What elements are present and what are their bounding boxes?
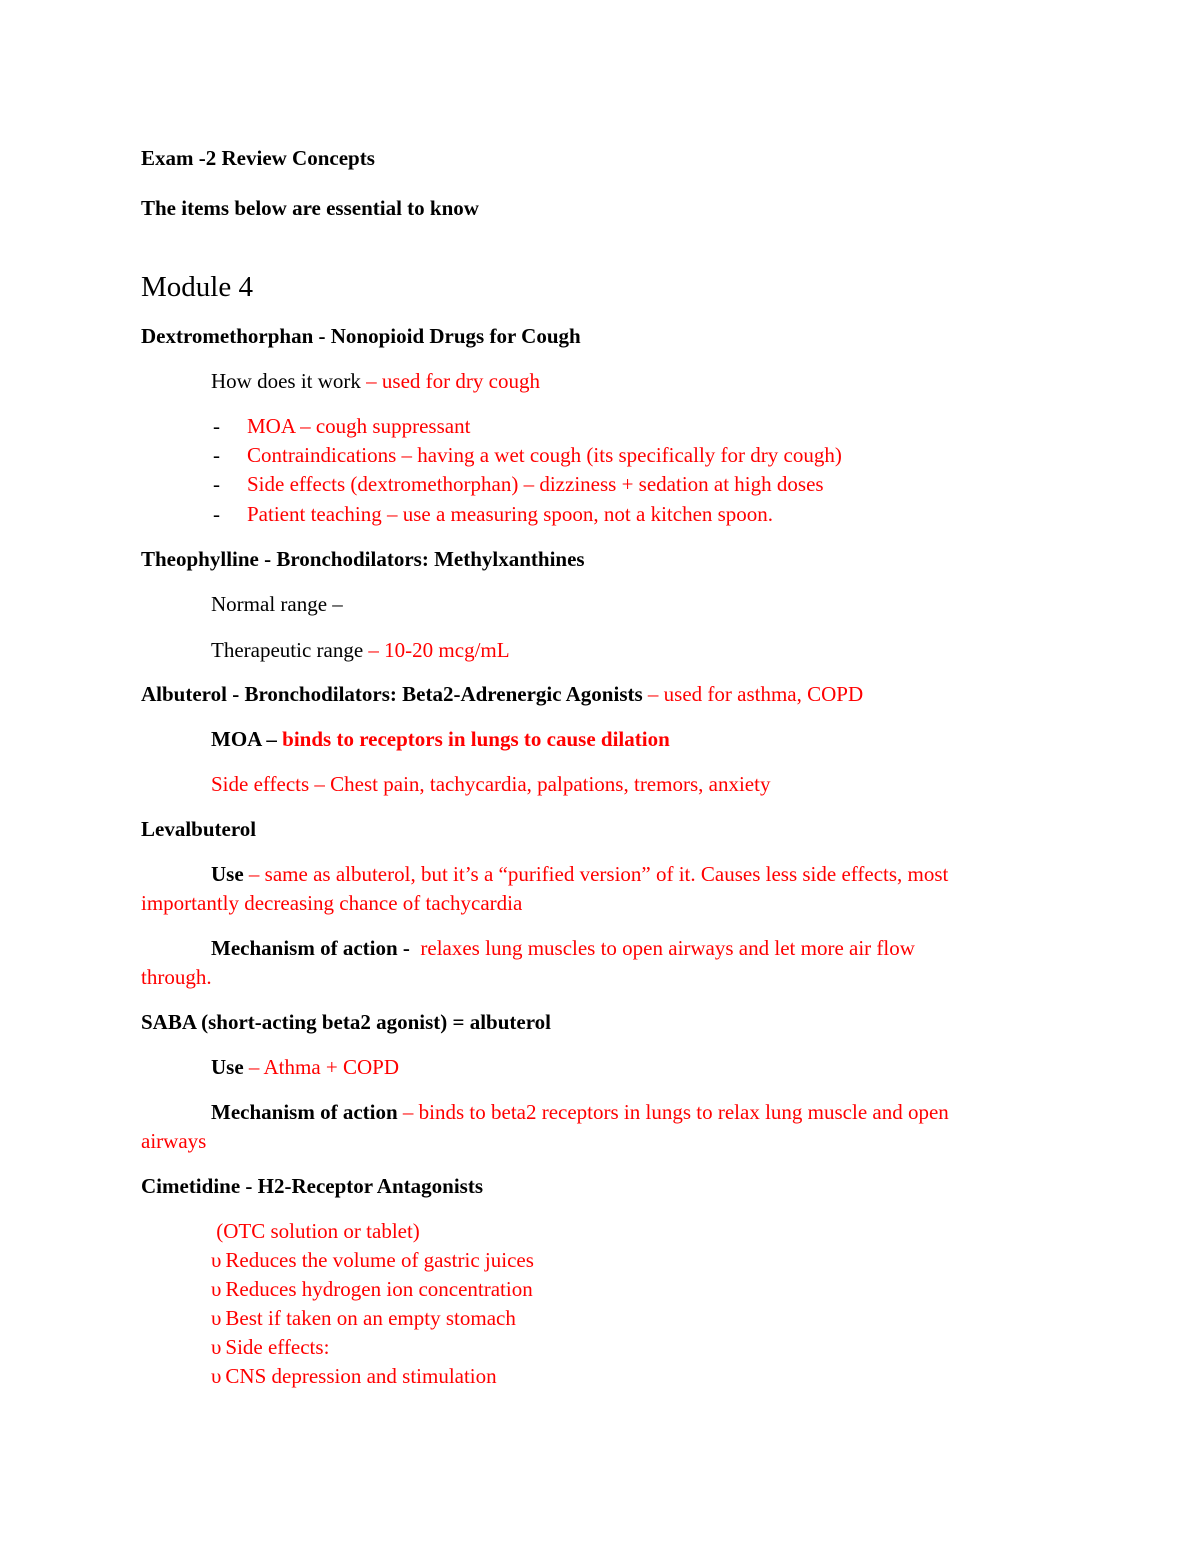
albuterol-heading-value: – used for asthma, COPD: [642, 682, 864, 706]
theo-normal-range: Normal range –: [211, 592, 343, 616]
list-item: [211, 1334, 329, 1360]
bullet-symbol-icon: υ: [211, 1277, 222, 1301]
bullet-symbol-icon: υ: [211, 1248, 222, 1272]
list-item: [211, 1363, 497, 1389]
dextro-heading: Dextromethorphan - Nonopioid Drugs for Cough: [141, 324, 581, 348]
bullet-symbol-icon: υ: [211, 1306, 222, 1330]
dextro-bullet-text: Contraindications – having a wet cough (its specifically for dry cough): [247, 443, 842, 467]
saba-use-value: – Athma + COPD: [243, 1055, 400, 1079]
cimetidine-heading: Cimetidine - H2-Receptor Antagonists: [141, 1174, 483, 1198]
theo-therapeutic-line: [211, 637, 510, 663]
dash-bullet: -: [213, 502, 220, 526]
albuterol-heading-line: [141, 681, 863, 707]
levalbuterol-moa-cont: through.: [141, 965, 212, 989]
albuterol-heading: Albuterol - Bronchodilators: Beta2-Adrenergic Agonists: [141, 682, 643, 706]
theo-therapeutic-value: – 10-20 mcg/mL: [363, 638, 510, 662]
theo-therapeutic-label: Therapeutic range: [211, 638, 364, 662]
dash-bullet: -: [213, 414, 220, 438]
list-item: [211, 1276, 533, 1302]
saba-moa-label: Mechanism of action: [211, 1100, 398, 1124]
levalbuterol-heading: Levalbuterol: [141, 817, 257, 841]
dash-bullet: -: [213, 443, 220, 467]
cimetidine-bullet-text: CNS depression and stimulation: [225, 1364, 497, 1388]
saba-use-line: [211, 1054, 399, 1080]
page-subtitle: The items below are essential to know: [141, 196, 479, 220]
cimetidine-intro: (OTC solution or tablet): [211, 1219, 420, 1243]
list-item: [211, 1247, 534, 1273]
dextro-how-line: [211, 368, 540, 394]
levalbuterol-use-cont: importantly decreasing chance of tachycardia: [141, 891, 523, 915]
saba-moa-cont: airways: [141, 1129, 207, 1153]
bullet-symbol-icon: υ: [211, 1364, 222, 1388]
saba-moa-line: [211, 1099, 949, 1125]
page-title: Exam -2 Review Concepts: [141, 146, 375, 170]
albuterol-moa-line: [211, 726, 670, 752]
saba-use-label: Use: [211, 1055, 244, 1079]
module-heading: Module 4: [141, 271, 253, 303]
saba-moa-value: – binds to beta2 receptors in lungs to relax lung muscle and open: [397, 1100, 949, 1124]
list-item: [211, 1305, 516, 1331]
levalbuterol-use-label: Use: [211, 862, 244, 886]
dextro-bullet-text: Patient teaching – use a measuring spoon, not a kitchen spoon.: [247, 502, 774, 526]
albuterol-moa-label: MOA –: [211, 727, 277, 751]
dextro-bullet-text: MOA – cough suppressant: [247, 414, 471, 438]
albuterol-moa-value: binds to receptors in lungs to cause dilation: [276, 727, 670, 751]
cimetidine-bullet-text: Reduces hydrogen ion concentration: [225, 1277, 533, 1301]
dextro-how-label: How does it work: [211, 369, 361, 393]
theo-heading: Theophylline - Bronchodilators: Methylxanthines: [141, 547, 585, 571]
levalbuterol-moa-line: [211, 935, 915, 961]
bullet-symbol-icon: υ: [211, 1335, 222, 1359]
levalbuterol-use-line: [211, 861, 948, 887]
dextro-how-value: – used for dry cough: [360, 369, 540, 393]
saba-heading: SABA (short-acting beta2 agonist) = albuterol: [141, 1010, 552, 1034]
dextro-bullet-text: Side effects (dextromethorphan) – dizziness + sedation at high doses: [247, 472, 824, 496]
cimetidine-bullet-text: Best if taken on an empty stomach: [225, 1306, 516, 1330]
cimetidine-bullet-text: Side effects:: [225, 1335, 330, 1359]
dash-bullet: -: [213, 472, 220, 496]
cimetidine-bullet-text: Reduces the volume of gastric juices: [225, 1248, 534, 1272]
albuterol-side-effects: Side effects – Chest pain, tachycardia, palpations, tremors, anxiety: [211, 772, 771, 796]
levalbuterol-use-value: – same as albuterol, but it’s a “purified version” of it. Causes less side effects, most: [243, 862, 949, 886]
levalbuterol-moa-label: Mechanism of action -: [211, 936, 410, 960]
levalbuterol-moa-value: relaxes lung muscles to open airways and let more air flow: [409, 936, 915, 960]
